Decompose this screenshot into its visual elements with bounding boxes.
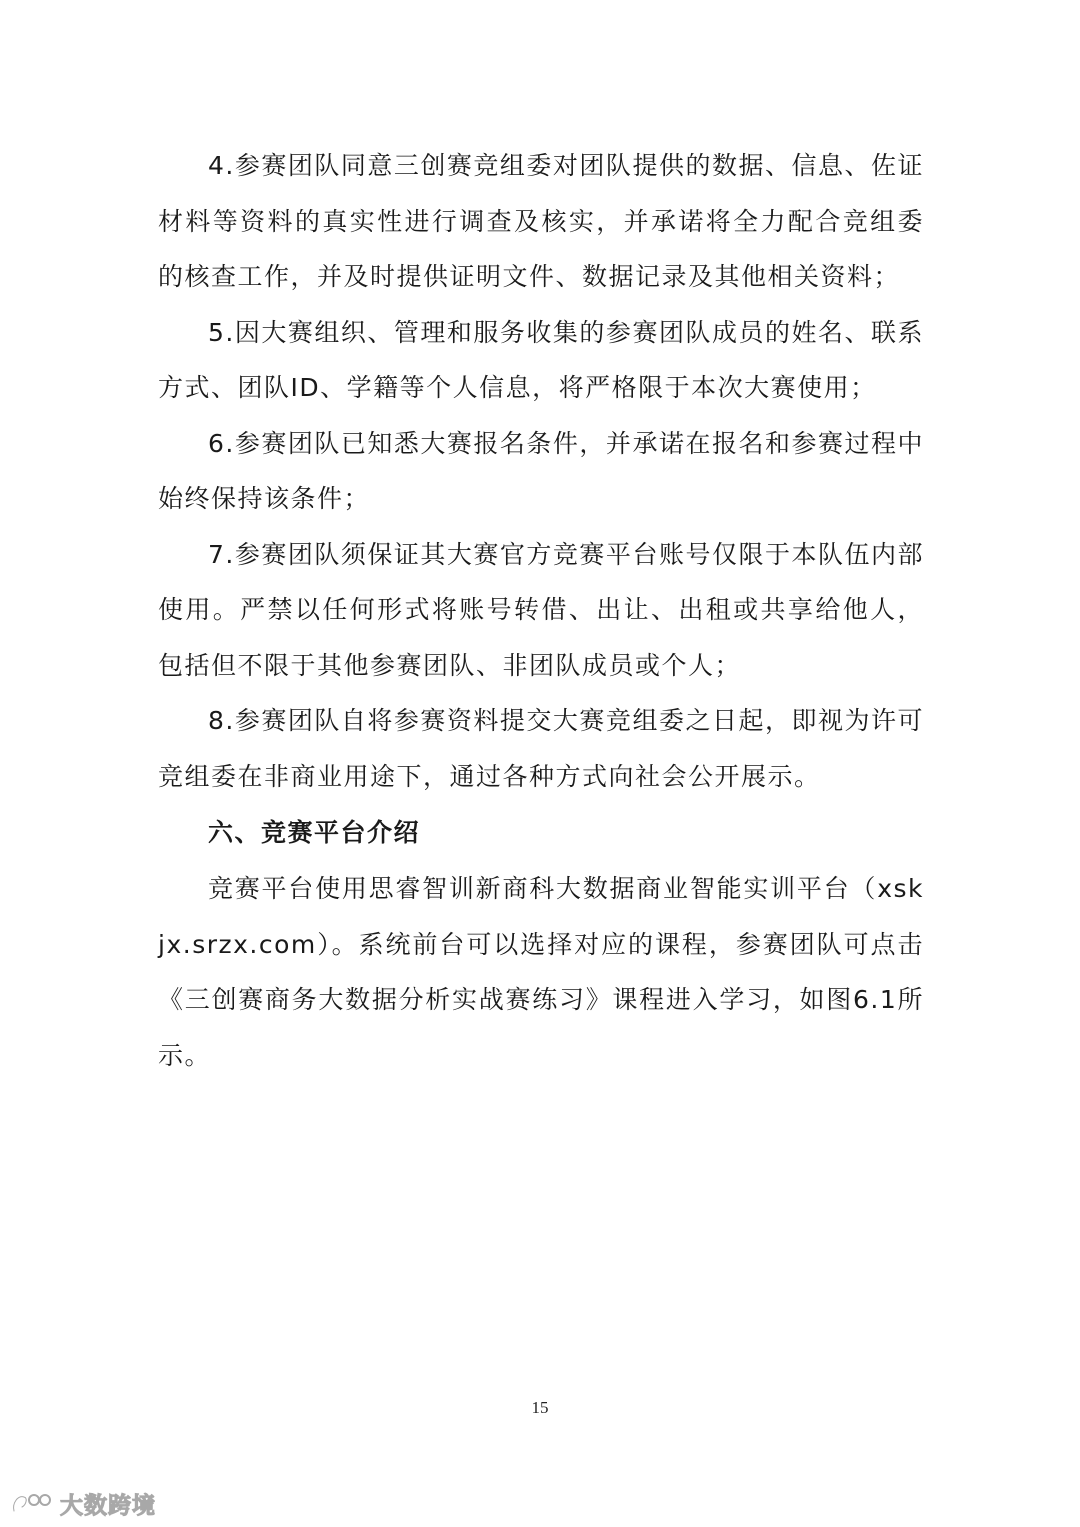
paragraph-item-4: 4.参赛团队同意三创赛竞组委对团队提供的数据、信息、佐证材料等资料的真实性进行调查及核实，并承诺将全力配合竞组委的核查工作，并及时提供证明文件、数据记录及其他相关资料； <box>158 151 924 291</box>
section-heading: 六、竞赛平台介绍 <box>208 818 421 847</box>
paragraph-item-8: 8.参赛团队自将参赛资料提交大赛竞组委之日起，即视为许可竞组委在非商业用途下，通过各种方式向社会公开展示。 <box>158 706 924 791</box>
paragraph-item-6: 6.参赛团队已知悉大赛报名条件，并承诺在报名和参赛过程中始终保持该条件； <box>158 428 924 513</box>
paragraph-item-7: 7.参赛团队须保证其大赛官方竞赛平台账号仅限于本队伍内部使用。严禁以任何形式将账号转借、出让、出租或共享给他人，包括但不限于其他参赛团队、非团队成员或个人； <box>158 539 924 680</box>
platform-paragraph: 竞赛平台使用思睿智训新商科大数据商业智能实训平台（xskjx.srzx.com）。系统前台可以选择对应的课程，参赛团队可点击《三创赛商务大数据分析实战赛练习》课程进入学习，如图6.1所示。 <box>158 874 924 1070</box>
watermark <box>10 1488 156 1518</box>
paragraph-item-5: 5.因大赛组织、管理和服务收集的参赛团队成员的姓名、联系方式、团队ID、学籍等个人信息，将严格限于本次大赛使用； <box>158 317 924 402</box>
page-number: 15 <box>531 1398 549 1417</box>
watermark-text: 大数跨境 <box>60 1492 156 1519</box>
document-body <box>158 138 924 1083</box>
brand-logo-icon <box>10 1489 54 1517</box>
